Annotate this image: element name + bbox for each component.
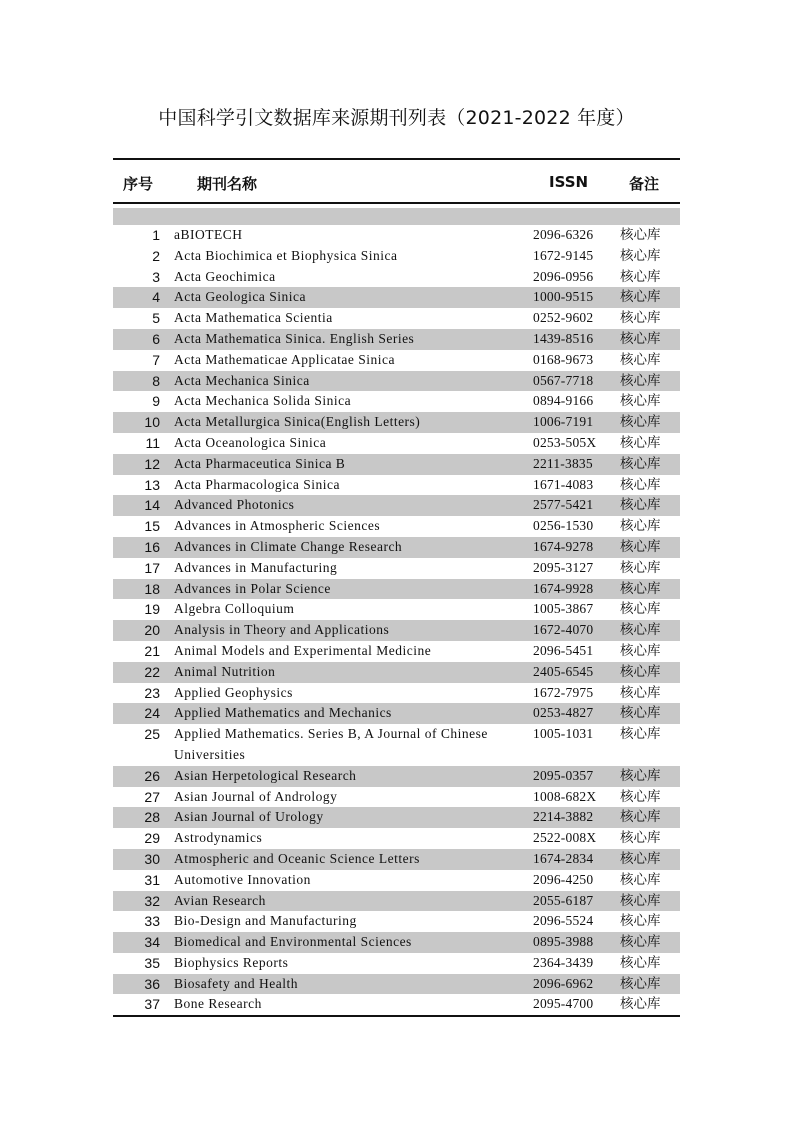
journal-name: Biosafety and Health <box>174 975 298 991</box>
journal-issn: 1000-9515 <box>533 289 594 305</box>
journal-name: Applied Mathematics and Mechanics <box>174 705 392 721</box>
journal-issn: 0894-9166 <box>533 393 594 409</box>
table-row <box>113 246 680 267</box>
journal-name: Avian Research <box>174 892 266 908</box>
table-row <box>113 225 680 246</box>
journal-note: 核心库 <box>620 268 661 285</box>
journal-issn: 0253-505X <box>533 434 597 450</box>
journal-name: Acta Metallurgica Sinica(English Letters) <box>174 414 421 430</box>
row-number: 17 <box>144 559 160 576</box>
journal-note: 核心库 <box>620 850 661 867</box>
journal-name: Applied Mathematics. Series B, A Journal of Chinese Universities <box>174 726 488 762</box>
table-row <box>113 703 680 724</box>
row-number: 28 <box>144 809 160 826</box>
row-number: 13 <box>144 476 160 493</box>
table-row <box>113 641 680 662</box>
journal-issn: 2096-5451 <box>533 642 594 658</box>
journal-name: Applied Geophysics <box>174 684 293 700</box>
table-row <box>113 994 680 1015</box>
row-number: 26 <box>144 767 160 784</box>
journal-note: 核心库 <box>620 975 661 992</box>
journal-note: 核心库 <box>620 227 661 243</box>
table-row <box>113 870 680 891</box>
journal-name: Acta Mathematicae Applicatae Sinica <box>174 351 396 367</box>
table-row <box>113 828 680 849</box>
row-number: 37 <box>144 996 160 1013</box>
journal-note: 核心库 <box>620 559 661 576</box>
table-row <box>113 287 680 308</box>
row-number: 27 <box>144 788 160 805</box>
table-row <box>113 412 680 433</box>
journal-name: Advances in Polar Science <box>174 580 331 596</box>
journal-issn: 2522-008X <box>533 830 597 846</box>
row-number: 21 <box>144 642 160 659</box>
table-row <box>113 267 680 288</box>
journal-note: 核心库 <box>620 913 661 930</box>
journal-issn: 1006-7191 <box>533 414 594 430</box>
journal-note: 核心库 <box>620 996 661 1013</box>
table-row <box>113 620 680 641</box>
table-row <box>113 683 680 704</box>
table-row <box>113 932 680 953</box>
table-row <box>113 787 680 808</box>
journal-name: Acta Biochimica et Biophysica Sinica <box>174 247 398 263</box>
table-row <box>113 308 680 329</box>
journal-issn: 2095-3127 <box>533 559 594 575</box>
journal-name: aBIOTECH <box>174 227 243 242</box>
journal-issn: 0253-4827 <box>533 705 594 721</box>
journal-name: Biophysics Reports <box>174 954 289 970</box>
journal-note: 核心库 <box>620 663 661 680</box>
row-number: 1 <box>152 227 160 243</box>
page-title: 中国科学引文数据库来源期刊列表（2021-2022 年度） <box>158 107 635 129</box>
journal-issn: 1005-1031 <box>533 726 594 742</box>
journal-note: 核心库 <box>620 580 661 597</box>
row-number: 29 <box>144 830 160 847</box>
row-number: 14 <box>144 497 160 514</box>
table-row <box>113 475 680 496</box>
blank-shaded-row <box>113 208 680 225</box>
journal-name: Bone Research <box>174 996 262 1012</box>
table-row <box>113 807 680 828</box>
table-row <box>113 454 680 475</box>
table-row <box>113 371 680 392</box>
journal-note: 核心库 <box>620 705 661 722</box>
journal-name: Acta Geochimica <box>174 268 276 284</box>
journal-note: 核心库 <box>620 954 661 971</box>
journal-note: 核心库 <box>620 601 661 618</box>
journal-note: 核心库 <box>620 642 661 659</box>
journal-note: 核心库 <box>620 393 661 410</box>
table-body <box>113 225 680 1015</box>
journal-issn: 1674-2834 <box>533 850 594 866</box>
row-number: 34 <box>144 934 160 951</box>
journal-name: Advanced Photonics <box>174 497 295 513</box>
journal-note: 核心库 <box>620 767 661 784</box>
journal-issn: 0252-9602 <box>533 310 594 326</box>
journal-name: Asian Journal of Urology <box>174 809 324 825</box>
journal-issn: 2096-0956 <box>533 268 594 284</box>
table-row <box>113 662 680 683</box>
journal-note: 核心库 <box>620 830 661 847</box>
table-row <box>113 350 680 371</box>
journal-name: Advances in Atmospheric Sciences <box>174 518 381 534</box>
table-header <box>113 160 680 204</box>
row-number: 3 <box>152 268 160 285</box>
journal-note: 核心库 <box>620 726 661 743</box>
journal-note: 核心库 <box>620 622 661 639</box>
row-number: 33 <box>144 913 160 930</box>
header-issn: ISSN <box>549 173 589 191</box>
journal-name: Algebra Colloquium <box>174 601 295 617</box>
row-number: 5 <box>152 310 160 327</box>
table-row <box>113 433 680 454</box>
row-number: 35 <box>144 954 160 971</box>
row-number: 30 <box>144 850 160 867</box>
journal-name: Animal Models and Experimental Medicine <box>174 642 432 658</box>
row-number: 16 <box>144 538 160 555</box>
journal-note: 核心库 <box>620 330 661 347</box>
table-row <box>113 537 680 558</box>
table-row <box>113 891 680 912</box>
journal-note: 核心库 <box>620 289 661 306</box>
journal-note: 核心库 <box>620 476 661 493</box>
journal-issn: 1439-8516 <box>533 330 594 346</box>
journal-issn: 1674-9928 <box>533 580 594 596</box>
table-row <box>113 495 680 516</box>
table-row <box>113 974 680 995</box>
journal-name: Acta Pharmaceutica Sinica B <box>174 455 346 471</box>
journal-note: 核心库 <box>620 934 661 951</box>
row-number: 11 <box>145 434 160 451</box>
journal-name: Acta Mechanica Solida Sinica <box>174 393 352 409</box>
journal-name: Acta Mechanica Sinica <box>174 372 310 388</box>
table-row <box>113 516 680 537</box>
journal-issn: 0895-3988 <box>533 934 594 950</box>
journal-note: 核心库 <box>620 372 661 389</box>
row-number: 10 <box>144 414 160 431</box>
journal-name: Acta Pharmacologica Sinica <box>174 476 340 492</box>
journal-issn: 2096-5524 <box>533 913 594 929</box>
journal-issn: 1672-9145 <box>533 247 594 263</box>
journal-issn: 1005-3867 <box>533 601 594 617</box>
row-number: 7 <box>152 351 160 368</box>
table-row <box>113 558 680 579</box>
journal-name: Advances in Climate Change Research <box>174 538 403 554</box>
row-number: 36 <box>144 975 160 992</box>
journal-name: Acta Mathematica Scientia <box>174 310 333 326</box>
journal-note: 核心库 <box>620 788 661 805</box>
table-row <box>113 599 680 620</box>
journal-name: Automotive Innovation <box>174 871 311 887</box>
journal-name: Acta Mathematica Sinica. English Series <box>174 330 415 346</box>
row-number: 31 <box>144 871 160 888</box>
journal-issn: 2096-6326 <box>533 227 594 242</box>
journal-issn: 2577-5421 <box>533 497 594 513</box>
journal-name: Bio-Design and Manufacturing <box>174 913 357 929</box>
row-number: 18 <box>144 580 160 597</box>
journal-issn: 2364-3439 <box>533 954 594 970</box>
journal-issn: 0168-9673 <box>533 351 594 367</box>
journal-issn: 1672-4070 <box>533 622 594 638</box>
row-number: 6 <box>152 330 160 347</box>
table-row <box>113 953 680 974</box>
table-row <box>113 579 680 600</box>
journal-name: Advances in Manufacturing <box>174 559 338 575</box>
journal-note: 核心库 <box>620 434 661 451</box>
row-number: 19 <box>144 601 160 618</box>
table-row <box>113 766 680 787</box>
table-row <box>113 849 680 870</box>
row-number: 20 <box>144 622 160 639</box>
row-number: 12 <box>144 455 160 472</box>
table-row <box>113 329 680 350</box>
journal-note: 核心库 <box>620 310 661 327</box>
journal-name: Animal Nutrition <box>174 663 276 679</box>
journal-note: 核心库 <box>620 538 661 555</box>
journal-issn: 2095-0357 <box>533 767 594 783</box>
journal-name: Biomedical and Environmental Sciences <box>174 934 412 950</box>
journal-issn: 2055-6187 <box>533 892 594 908</box>
table-row <box>113 391 680 412</box>
journal-name: Analysis in Theory and Applications <box>174 622 390 638</box>
journal-issn: 2096-4250 <box>533 871 594 887</box>
header-name: 期刊名称 <box>197 175 258 193</box>
row-number: 15 <box>144 518 160 535</box>
journal-issn: 2405-6545 <box>533 663 594 679</box>
journal-issn: 1672-7975 <box>533 684 594 700</box>
row-number: 25 <box>144 726 160 743</box>
journal-issn: 2211-3835 <box>533 455 593 471</box>
journal-name: Astrodynamics <box>174 830 263 846</box>
row-number: 8 <box>152 372 160 389</box>
journal-note: 核心库 <box>620 455 661 472</box>
journal-issn: 0256-1530 <box>533 518 594 534</box>
journal-name: Asian Herpetological Research <box>174 767 357 783</box>
row-number: 9 <box>152 393 160 410</box>
journal-table <box>113 158 680 1017</box>
header-seq: 序号 <box>123 175 154 193</box>
journal-issn: 1008-682X <box>533 788 597 804</box>
journal-name: Asian Journal of Andrology <box>174 788 338 804</box>
row-number: 23 <box>144 684 160 701</box>
journal-note: 核心库 <box>620 871 661 888</box>
row-number: 4 <box>152 289 160 306</box>
journal-issn: 2096-6962 <box>533 975 594 991</box>
journal-note: 核心库 <box>620 497 661 514</box>
journal-note: 核心库 <box>620 414 661 431</box>
journal-issn: 1671-4083 <box>533 476 594 492</box>
journal-issn: 0567-7718 <box>533 372 594 388</box>
journal-note: 核心库 <box>620 247 661 264</box>
row-number: 32 <box>144 892 160 909</box>
row-number: 24 <box>144 705 160 722</box>
row-number: 2 <box>152 247 160 264</box>
journal-issn: 1674-9278 <box>533 538 594 554</box>
journal-name: Atmospheric and Oceanic Science Letters <box>174 850 420 866</box>
header-note: 备注 <box>629 175 660 193</box>
journal-name: Acta Geologica Sinica <box>174 289 306 305</box>
journal-issn: 2095-4700 <box>533 996 594 1012</box>
table-row <box>113 911 680 932</box>
journal-name: Acta Oceanologica Sinica <box>174 434 327 450</box>
journal-note: 核心库 <box>620 809 661 826</box>
journal-note: 核心库 <box>620 518 661 535</box>
journal-issn: 2214-3882 <box>533 809 594 825</box>
table-row <box>113 724 680 766</box>
journal-note: 核心库 <box>620 684 661 701</box>
journal-note: 核心库 <box>620 892 661 909</box>
journal-note: 核心库 <box>620 351 661 368</box>
row-number: 22 <box>144 663 160 680</box>
